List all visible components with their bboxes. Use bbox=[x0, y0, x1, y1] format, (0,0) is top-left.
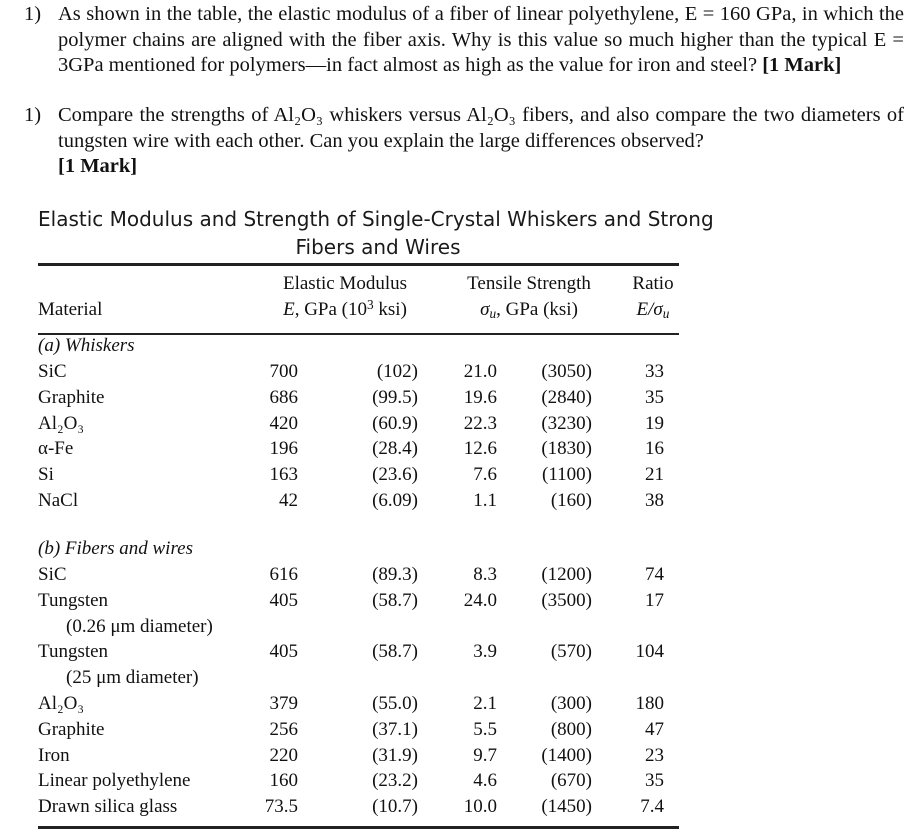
material-name: SiC bbox=[38, 564, 67, 585]
material-note: (25 μm diameter) bbox=[66, 667, 199, 689]
question-number: 1) bbox=[24, 104, 42, 126]
material-name: SiC bbox=[38, 361, 67, 382]
strength-ksi: (3230) bbox=[541, 412, 592, 434]
strength-gpa: 21.0 bbox=[463, 361, 497, 382]
header-material: Material bbox=[38, 299, 103, 320]
header-ratio-line-1: Ratio bbox=[632, 273, 674, 294]
header-modulus-line-2: E, GPa ($10^3$ ksi) bbox=[283, 297, 407, 320]
section-label: (a) Whiskers bbox=[38, 335, 135, 356]
material-note: (0.26 μm diameter) bbox=[66, 615, 213, 637]
caption-line-2: Fibers and Wires bbox=[295, 235, 461, 259]
strength-ksi: (1200) bbox=[541, 564, 592, 585]
ratio-value: 21 bbox=[645, 464, 664, 486]
header-ratio-line-2: $E/\sigma_u$ bbox=[636, 299, 670, 321]
modulus-gpa: 220 bbox=[269, 744, 298, 766]
strength-ksi: (670) bbox=[550, 770, 592, 792]
ratio-value: 180 bbox=[635, 693, 664, 714]
modulus-gpa: 420 bbox=[269, 412, 298, 434]
modulus-gpa: 616 bbox=[269, 564, 298, 585]
section-label: (b) Fibers and wires bbox=[38, 538, 193, 559]
strength-ksi: (3050) bbox=[541, 361, 592, 382]
ratio-value: 16 bbox=[645, 438, 664, 460]
strength-gpa: 1.1 bbox=[473, 490, 497, 511]
question-text bbox=[58, 2, 904, 79]
ratio-value: 104 bbox=[635, 641, 664, 663]
question-text bbox=[58, 103, 904, 180]
strength-gpa: 8.3 bbox=[473, 564, 497, 585]
mark-label: [1 Mark] bbox=[58, 155, 138, 177]
modulus-gpa: 42 bbox=[279, 490, 298, 511]
modulus-gpa: 160 bbox=[269, 770, 298, 792]
material-name: Tungsten bbox=[38, 641, 109, 663]
modulus-ksi: (6.09) bbox=[372, 490, 418, 511]
modulus-ksi: (58.7) bbox=[372, 641, 418, 663]
modulus-gpa: 405 bbox=[269, 641, 298, 663]
strength-ksi: (570) bbox=[550, 641, 592, 663]
modulus-gpa: 163 bbox=[269, 464, 298, 486]
modulus-gpa: 379 bbox=[269, 693, 298, 714]
strength-gpa: 3.9 bbox=[473, 641, 497, 663]
ratio-value: 19 bbox=[645, 412, 664, 434]
material-name: Al₂O₃ bbox=[38, 693, 84, 714]
table-caption bbox=[38, 205, 718, 261]
strength-ksi: (1450) bbox=[541, 796, 592, 818]
ratio-value: 17 bbox=[645, 589, 664, 611]
modulus-ksi: (10.7) bbox=[372, 796, 418, 818]
material-name: α-Fe bbox=[38, 438, 74, 460]
modulus-ksi: (23.6) bbox=[372, 464, 418, 486]
modulus-gpa: 405 bbox=[269, 589, 298, 611]
modulus-gpa: 700 bbox=[269, 361, 298, 382]
material-name: Tungsten bbox=[38, 589, 109, 611]
question-body: Compare the strengths of Al₂O₃ whiskers versus Al₂O₃ fibers, and also compare the two diameters of tungsten wire with each other. Can you explain the large differences observed? bbox=[58, 104, 904, 152]
ratio-value: 47 bbox=[645, 718, 664, 740]
strength-gpa: 12.6 bbox=[463, 438, 497, 460]
ratio-value: 35 bbox=[645, 386, 664, 408]
strength-ksi: (300) bbox=[550, 693, 592, 714]
material-name: Si bbox=[38, 464, 54, 486]
ratio-value: 33 bbox=[645, 361, 664, 382]
strength-gpa: 7.6 bbox=[473, 464, 497, 486]
header-modulus-line-1: Elastic Modulus bbox=[282, 273, 408, 294]
ratio-value: 7.4 bbox=[640, 796, 664, 818]
modulus-gpa: 196 bbox=[269, 438, 298, 460]
question-2 bbox=[24, 103, 904, 180]
ratio-value: 35 bbox=[645, 770, 664, 792]
modulus-ksi: (28.4) bbox=[372, 438, 418, 460]
question-body: As shown in the table, the elastic modulus of a fiber of linear polyethylene, E = 160 GPa, in which the polymer chains are aligned with the fiber axis. Why is this value so much higher than the typical E = 3GPa mentioned for polymers—in fact almost as high as the value for iron and steel? bbox=[58, 3, 904, 76]
strength-gpa: 4.6 bbox=[473, 770, 497, 792]
material-name: Iron bbox=[38, 744, 70, 766]
modulus-ksi: (55.0) bbox=[372, 693, 418, 714]
mark-label: [1 Mark] bbox=[762, 54, 842, 76]
modulus-ksi: (89.3) bbox=[372, 564, 418, 585]
modulus-ksi: (31.9) bbox=[372, 744, 418, 766]
strength-gpa: 24.0 bbox=[463, 589, 497, 611]
modulus-ksi: (99.5) bbox=[372, 386, 418, 408]
modulus-ksi: (37.1) bbox=[372, 718, 418, 740]
strength-ksi: (3500) bbox=[541, 589, 592, 611]
table-bottom-rule bbox=[38, 826, 679, 829]
table-top-rule bbox=[38, 263, 679, 266]
strength-gpa: 10.0 bbox=[463, 796, 497, 818]
question-number: 1) bbox=[24, 3, 42, 25]
ratio-value: 74 bbox=[645, 564, 664, 585]
ratio-value: 38 bbox=[645, 490, 664, 511]
strength-ksi: (160) bbox=[550, 490, 592, 511]
modulus-gpa: 686 bbox=[269, 386, 298, 408]
ratio-value: 23 bbox=[645, 744, 664, 766]
header-modulus-units: , GPa ($10^3$ ksi) bbox=[294, 297, 407, 320]
strength-ksi: (1400) bbox=[541, 744, 592, 766]
header-strength-line-1: Tensile Strength bbox=[467, 273, 591, 294]
modulus-ksi: (23.2) bbox=[372, 770, 418, 792]
caption-line-1: Elastic Modulus and Strength of Single-Crystal Whiskers and Strong bbox=[38, 207, 714, 231]
strength-ksi: (1100) bbox=[542, 464, 592, 486]
strength-gpa: 2.1 bbox=[473, 693, 497, 714]
material-name: Graphite bbox=[38, 718, 105, 740]
question-1 bbox=[24, 2, 904, 79]
modulus-ksi: (102) bbox=[376, 361, 418, 382]
modulus-gpa: 256 bbox=[269, 718, 298, 740]
strength-gpa: 22.3 bbox=[463, 412, 497, 434]
material-name: Al₂O₃ bbox=[38, 412, 84, 434]
strength-gpa: 9.7 bbox=[473, 744, 497, 766]
material-name: NaCl bbox=[38, 490, 79, 511]
material-name: Linear polyethylene bbox=[38, 770, 191, 792]
strength-ksi: (800) bbox=[550, 718, 592, 740]
header-strength-line-2: $\sigma_u$, GPa (ksi) bbox=[480, 299, 578, 321]
material-name: Drawn silica glass bbox=[38, 796, 178, 818]
modulus-ksi: (58.7) bbox=[372, 589, 418, 611]
strength-ksi: (1830) bbox=[541, 438, 592, 460]
material-name: Graphite bbox=[38, 386, 105, 408]
strength-gpa: 19.6 bbox=[463, 386, 497, 408]
strength-gpa: 5.5 bbox=[473, 718, 497, 740]
strength-ksi: (2840) bbox=[541, 386, 592, 408]
modulus-gpa: 73.5 bbox=[264, 796, 298, 818]
modulus-ksi: (60.9) bbox=[372, 412, 418, 434]
